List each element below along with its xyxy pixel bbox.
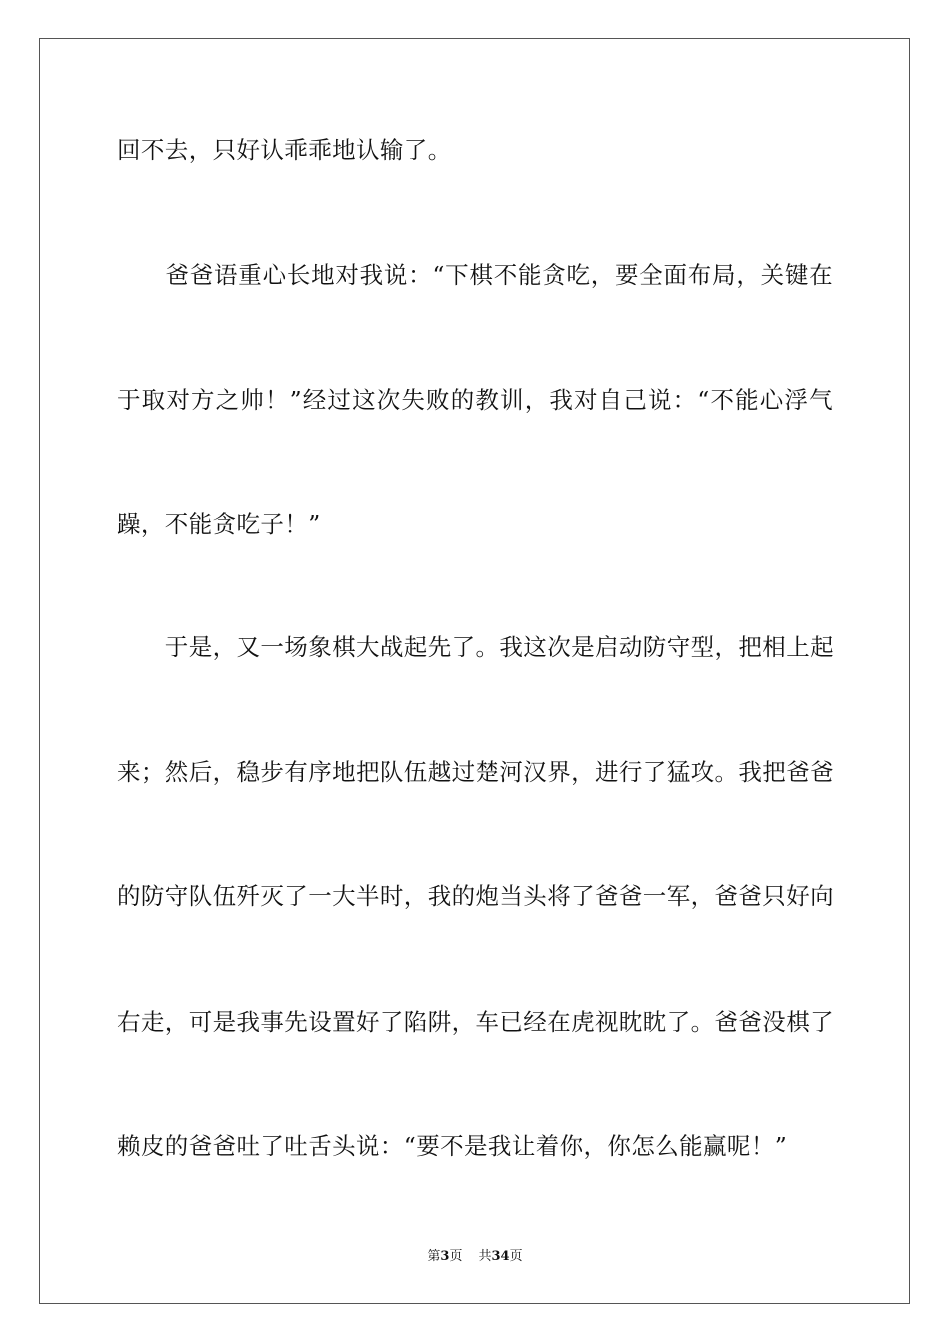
total-pages: 34 <box>491 1249 510 1264</box>
page-border <box>39 38 910 1304</box>
page-suffix: 页 <box>449 1249 463 1264</box>
total-prefix: 共 <box>478 1249 492 1264</box>
total-suffix: 页 <box>509 1249 523 1264</box>
text-line-3: 于取对方之帅！”经过这次失败的教训，我对自己说：“不能心浮气 <box>117 386 833 414</box>
text-line-4: 躁，不能贪吃子！” <box>117 510 321 538</box>
text-line-9: 赖皮的爸爸吐了吐舌头说：“要不是我让着你，你怎么能赢呢！” <box>117 1132 788 1160</box>
page-footer <box>0 1249 950 1265</box>
text-line-5: 于是，又一场象棋大战起先了。我这次是启动防守型，把相上起 <box>117 633 834 661</box>
text-line-1: 回不去，只好认乖乖地认输了。 <box>117 136 452 164</box>
text-line-6: 来；然后，稳步有序地把队伍越过楚河汉界，进行了猛攻。我把爸爸 <box>117 758 834 786</box>
page-number: 3 <box>440 1249 450 1264</box>
text-line-2: 爸爸语重心长地对我说：“下棋不能贪吃，要全面布局，关键在 <box>117 261 833 289</box>
text-line-7: 的防守队伍歼灭了一大半时，我的炮当头将了爸爸一军，爸爸只好向 <box>117 882 834 910</box>
page-prefix: 第 <box>427 1249 441 1264</box>
text-line-8: 右走，可是我事先设置好了陷阱，车已经在虎视眈眈了。爸爸没棋了 <box>117 1008 834 1036</box>
